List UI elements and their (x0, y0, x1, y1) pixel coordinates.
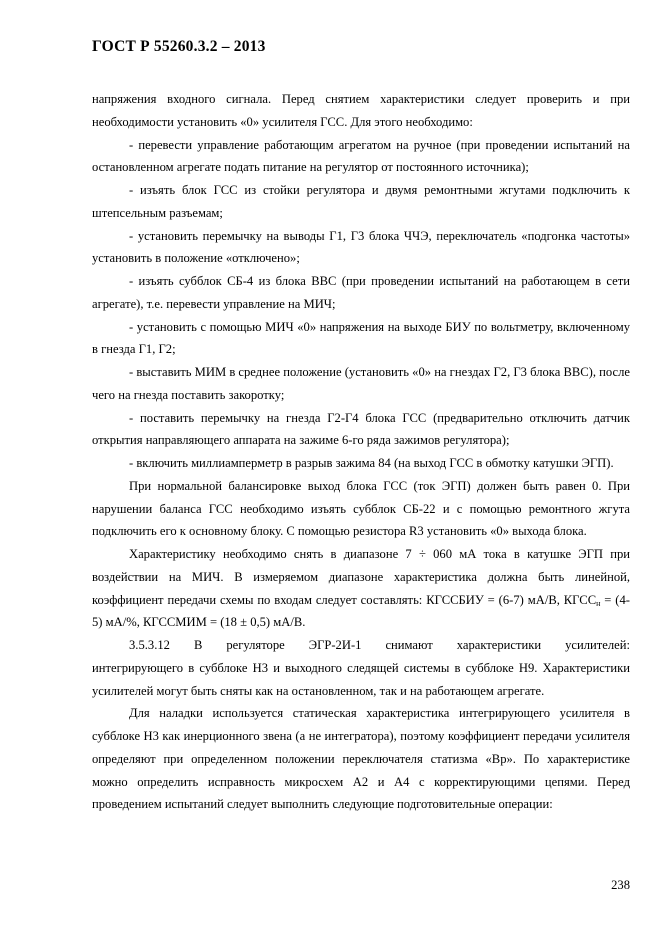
formula-text: Характеристику необходимо снять в диапазоне 7 ÷ 060 мА тока в катушке ЭГП при воздействии на МИЧ. В измеряемом диапазоне характеристика должна быть линейной, коэффициент передачи схемы по входам следует составлять: КГССБИУ = (6-7) мА/В, КГСС (92, 547, 630, 607)
list-item: - включить миллиамперметр в разрыв зажима 84 (на выход ГСС в обмотку катушки ЭГП). (129, 456, 614, 470)
formula-rest: = (4-5) мА/%, КГССМИМ = (18 ± 0,5) мА/В. (92, 592, 630, 630)
list-item: - изъять блок ГСС из стойки регулятора и двумя ремонтными жгутами подключить к штепсельным разъемам; (92, 183, 630, 220)
paragraph (92, 543, 630, 634)
list-item: - поставить перемычку на гнезда Г2-Г4 блока ГСС (предварительно отключить датчик открытия направляющего аппарата на зажиме 6-го ряда зажимов регулятора); (92, 410, 630, 448)
paragraph: напряжения входного сигнала. Перед снятием характеристики следует проверить и при необходимости установить «0» усилителя ГСС. Для этого необходимо: (92, 92, 630, 129)
standard-header: ГОСТ Р 55260.3.2 – 2013 (92, 38, 266, 55)
section-paragraph: 3.5.3.12 В регуляторе ЭГР-2И-1 снимают характеристики усилителей: интегрирующего в субблоке Н3 и выходного следящей системы в субблоке Н9. Характеристики усилителей могут быть сняты как на остановленном, так и на работающем агрегате. (92, 638, 634, 698)
list-item: - установить перемычку на выводы Г1, Г3 блока ЧЧЭ, переключатель «подгонка частоты» установить в положение «отключено»; (92, 228, 630, 266)
list-item: - установить с помощью МИЧ «0» напряжения на выходе БИУ по вольтметру, включенному в гнезда Г1, Г2; (92, 319, 630, 357)
page-number: 238 (611, 878, 630, 892)
list-item: - выставить МИМ в среднее положение (установить «0» на гнездах Г2, Г3 блока ВВС), после чего на гнезда поставить закоротку; (92, 365, 630, 402)
formula-subscript: н (596, 598, 601, 608)
body-text (92, 88, 634, 816)
paragraph: При нормальной балансировке выход блока ГСС (ток ЭГП) должен быть равен 0. При нарушении баланса ГСС необходимо изъять субблок СБ-22 и с помощью ремонтного жгута подключить его к основному блоку. С помощью резистора R3 установить «0» выхода блока. (92, 478, 630, 539)
paragraph: Для наладки используется статическая характеристика интегрирующего усилителя в субблоке Н3 как инерционного звена (а не интегратора), поэтому коэффициент передачи усилителя определяют при определенном положении переключателя статизма «Вр». По характеристике можно определить исправность микросхем А2 и А4 с корректирующими цепями. Перед проведением испытаний следует выполнить следующие подготовительные операции: (92, 706, 630, 812)
list-item: - изъять субблок СБ-4 из блока ВВС (при проведении испытаний на работающем в сети агрегате), т.е. перевести управление на МИЧ; (92, 274, 630, 311)
list-item: - перевести управление работающим агрегатом на ручное (при проведении испытаний на остановленном агрегате подать питание на регулятор от постоянного источника); (92, 137, 630, 175)
